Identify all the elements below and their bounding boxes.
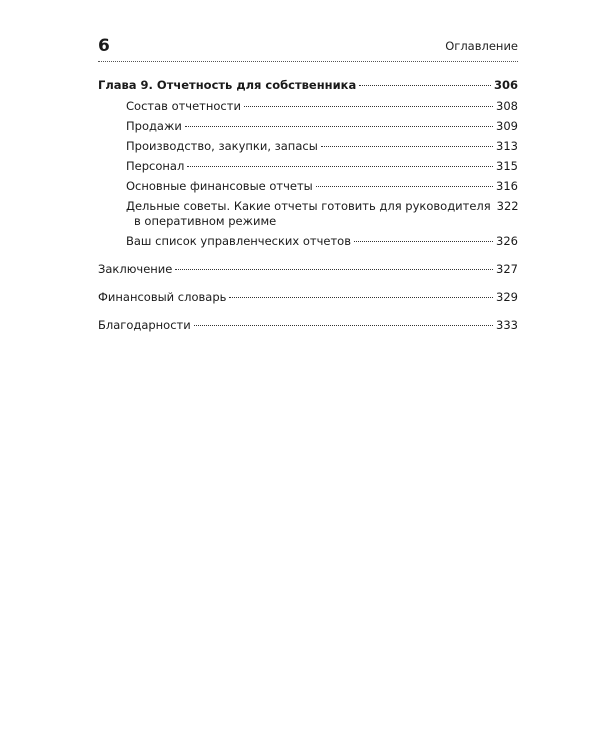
toc-entry-page: 329	[496, 290, 518, 304]
toc-section-entry[interactable]	[98, 119, 518, 134]
toc-chapter-entry[interactable]	[98, 78, 518, 93]
toc-entry-title: Персонал	[126, 159, 185, 173]
toc-backmatter-entry[interactable]	[98, 262, 518, 277]
header-divider	[98, 61, 518, 62]
toc-section-entry[interactable]	[98, 159, 518, 174]
page-number: 6	[98, 36, 110, 56]
toc-entry-title-line2: в оперативном режиме	[134, 214, 277, 228]
toc-entry-title: Глава 9. Отчетность для собственника	[98, 78, 357, 92]
toc-entry-page: 322	[496, 199, 519, 213]
dot-leader	[244, 106, 493, 107]
dot-leader	[187, 166, 493, 167]
toc-entry-page: 333	[496, 318, 518, 332]
dot-leader	[354, 241, 493, 242]
dot-leader	[175, 269, 493, 270]
toc-entry-title	[126, 199, 491, 229]
toc-section-entry[interactable]	[98, 179, 518, 194]
dot-leader	[229, 297, 493, 298]
toc-entry-title: Заключение	[98, 262, 173, 276]
toc-entry-title: Ваш список управленческих отчетов	[126, 234, 351, 248]
dot-leader	[185, 126, 493, 127]
table-of-contents	[98, 78, 518, 338]
toc-entry-title-line1: Дельные советы. Какие отчеты готовить для руководителя	[126, 199, 491, 213]
toc-backmatter-entry[interactable]	[98, 318, 518, 333]
dot-leader	[359, 85, 491, 86]
toc-entry-page: 326	[496, 234, 518, 248]
toc-entry-page: 327	[496, 262, 518, 276]
toc-entry-page: 306	[493, 78, 518, 92]
toc-entry-title: Основные финансовые отчеты	[126, 179, 313, 193]
dot-leader	[194, 325, 493, 326]
toc-entry-title: Состав отчетности	[126, 99, 241, 113]
toc-entry-page: 316	[496, 179, 518, 193]
running-title: Оглавление	[445, 39, 518, 53]
toc-entry-title: Благодарности	[98, 318, 191, 332]
toc-section-entry[interactable]	[98, 99, 518, 114]
toc-entry-page: 308	[496, 99, 518, 113]
toc-section-entry[interactable]	[98, 199, 518, 229]
toc-entry-title: Продажи	[126, 119, 182, 133]
toc-entry-page: 309	[496, 119, 518, 133]
toc-entry-page: 315	[496, 159, 518, 173]
dot-leader	[316, 186, 493, 187]
toc-backmatter-entry[interactable]	[98, 290, 518, 305]
toc-entry-page: 313	[496, 139, 518, 153]
toc-entry-title: Финансовый словарь	[98, 290, 227, 304]
dot-leader	[321, 146, 493, 147]
toc-section-entry[interactable]	[98, 139, 518, 154]
toc-section-entry[interactable]	[98, 234, 518, 249]
toc-entry-title: Производство, закупки, запасы	[126, 139, 318, 153]
